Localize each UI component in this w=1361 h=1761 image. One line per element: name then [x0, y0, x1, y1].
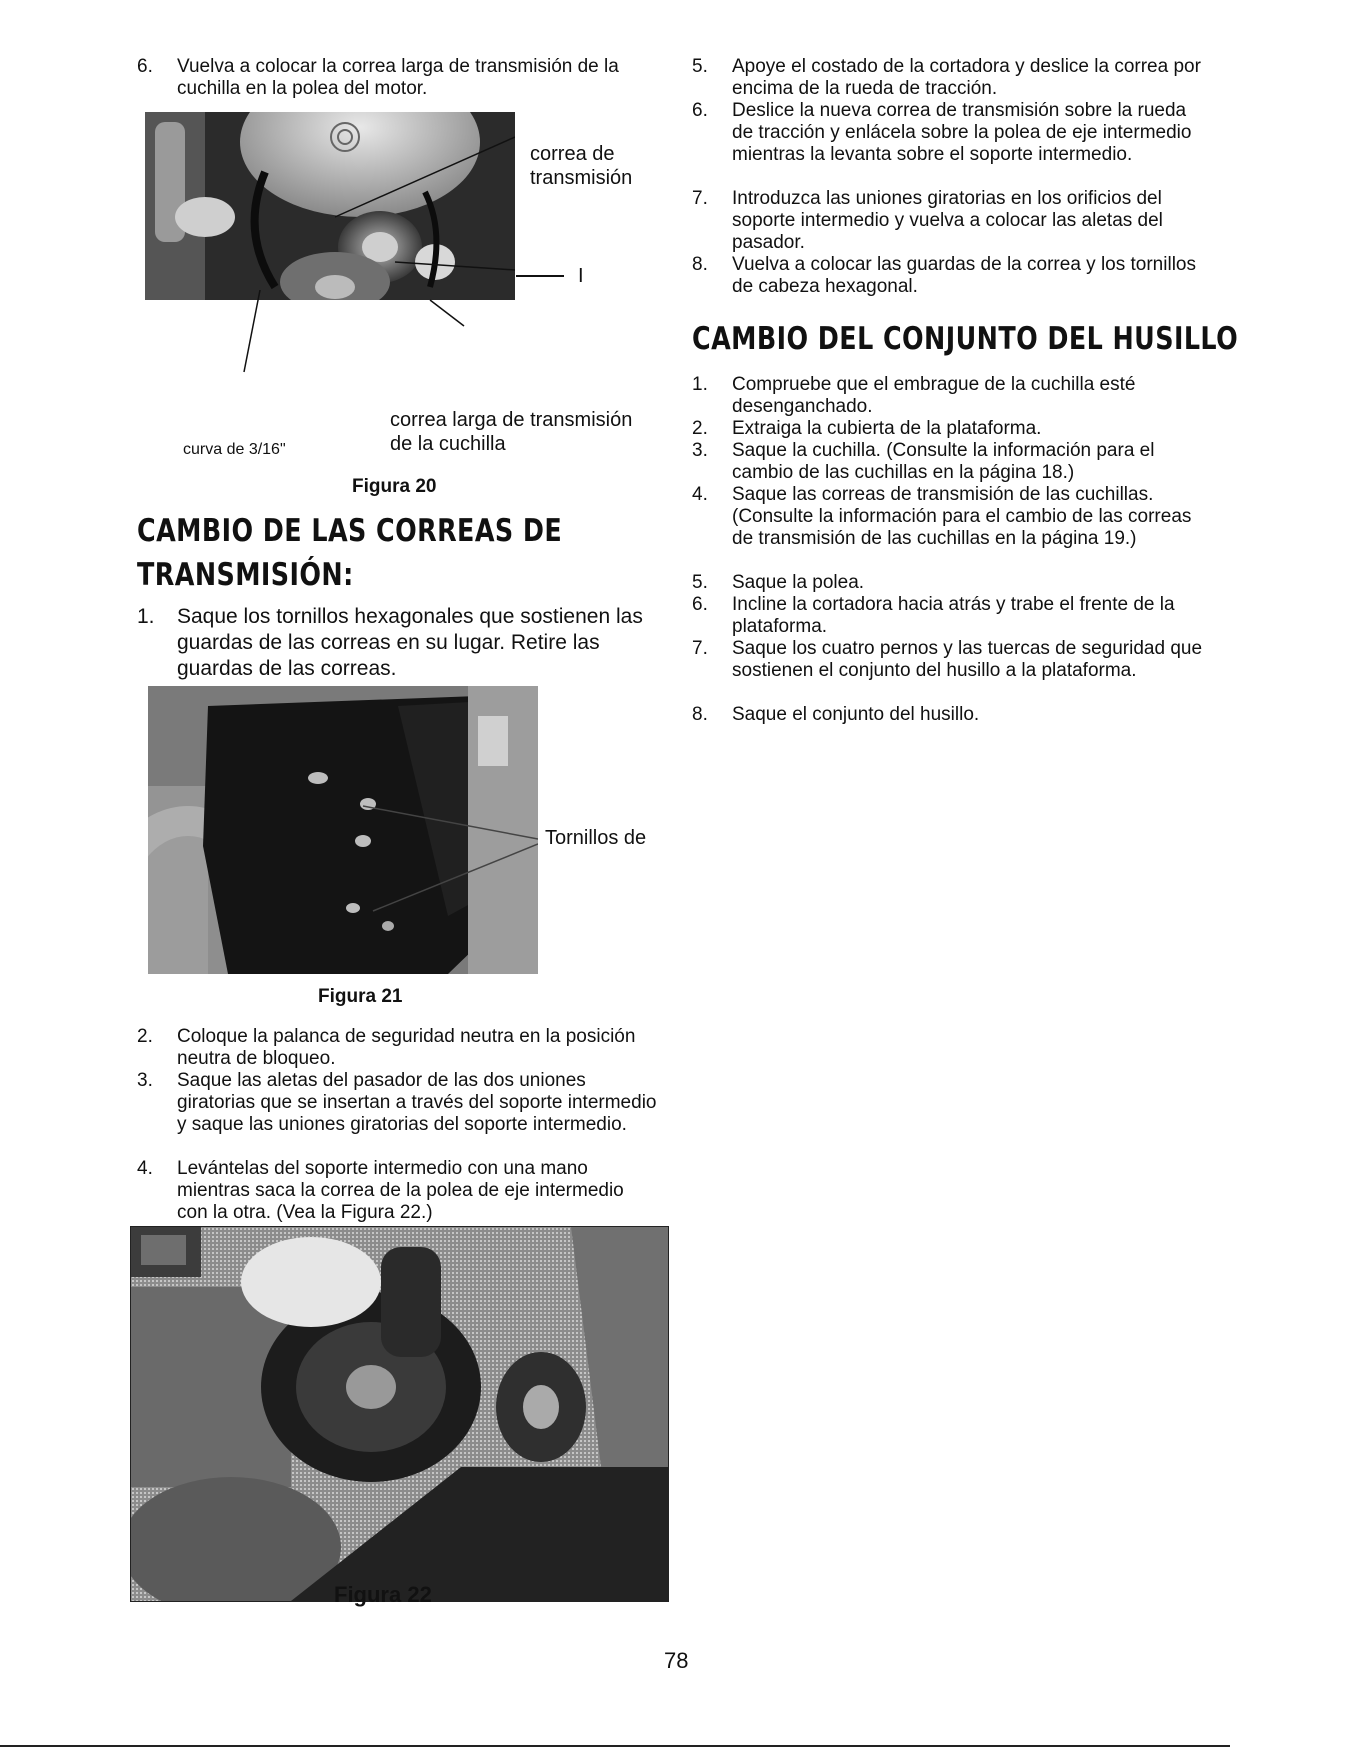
- step-text: Coloque la palanca de seguridad neutra en la posición neutra de bloqueo.: [177, 1026, 636, 1069]
- step-text: Saque la cuchilla. (Consulte la información para el cambio de las cuchillas en la página 18.): [732, 440, 1155, 483]
- callout-line: correa larga de transmisión: [390, 409, 633, 431]
- step-text: Incline la cortadora hacia atrás y trabe el frente de la plataforma.: [732, 594, 1175, 637]
- step-text: Saque las correas de transmisión de las cuchillas. (Consulte la información para el cambio de las correas de transmisión de las cuchillas en la página 19.): [732, 484, 1192, 549]
- step-text: Vuelva a colocar la correa larga de transmisión de la cuchilla en la polea del motor.: [177, 56, 619, 99]
- step-number: 2.: [137, 1026, 153, 1047]
- step-number: 2.: [692, 418, 708, 439]
- figure-22-caption: Figura 22: [334, 1582, 432, 1607]
- callout-long-belt: [390, 408, 632, 456]
- step-number: 6.: [137, 56, 153, 77]
- figure-20-caption: Figura 20: [352, 476, 437, 497]
- footer-rule: [0, 1745, 1230, 1747]
- figure-22-photo: [130, 1226, 669, 1602]
- callout-screws: Tornillos de: [545, 827, 647, 849]
- step-text: Levántelas del soporte intermedio con una mano mientras saca la correa de la polea de eje intermedio con la otra. (Vea la Figura 22.): [177, 1158, 624, 1223]
- step-number: 3.: [137, 1070, 153, 1091]
- step-number: 5.: [692, 56, 708, 77]
- step-number: 1.: [692, 374, 708, 395]
- step-text: Introduzca las uniones giratorias en los orificios del soporte intermedio y vuelva a colocar las aletas del pasador.: [732, 188, 1163, 253]
- callout-i-leader: [516, 275, 564, 277]
- callout-line: correa de: [530, 143, 615, 165]
- callout-curve: curva de 3/16": [183, 441, 286, 458]
- callout-i-label: I: [578, 265, 584, 287]
- step-text: Compruebe que el embrague de la cuchilla esté desenganchado.: [732, 374, 1136, 417]
- step-number: 7.: [692, 638, 708, 659]
- figure-21-caption: Figura 21: [318, 986, 403, 1007]
- step-text: Saque los tornillos hexagonales que sostienen las guardas de las correas en su lugar. Retire las guardas de las correas.: [177, 605, 643, 680]
- step-text: Deslice la nueva correa de transmisión sobre la rueda de tracción y enlácela sobre la polea de eje intermedio mientras la levanta sobre el soporte intermedio.: [732, 100, 1192, 165]
- step-number: 3.: [692, 440, 708, 461]
- step-number: 4.: [692, 484, 708, 505]
- step-number: 6.: [692, 100, 708, 121]
- step-text: Extraiga la cubierta de la plataforma.: [732, 418, 1042, 439]
- section-heading-spindle: CAMBIO DEL CONJUNTO DEL HUSILLO: [692, 321, 1239, 357]
- step-number: 1.: [137, 605, 155, 628]
- step-text: Saque la polea.: [732, 572, 865, 593]
- callout-line: de la cuchilla: [390, 433, 506, 455]
- step-number: 7.: [692, 188, 708, 209]
- step-text: Apoye el costado de la cortadora y deslice la correa por encima de la rueda de tracción.: [732, 56, 1201, 99]
- section-heading-belts-line1: CAMBIO DE LAS CORREAS DE: [137, 513, 563, 549]
- step-number: 6.: [692, 594, 708, 615]
- section-heading-belts-line2: TRANSMISIÓN:: [137, 557, 354, 593]
- callout-line: transmisión: [530, 167, 633, 189]
- step-text: Saque los cuatro pernos y las tuercas de seguridad que sostienen el conjunto del husillo a la plataforma.: [732, 638, 1203, 681]
- step-number: 8.: [692, 254, 708, 275]
- step-text: Saque las aletas del pasador de las dos uniones giratorias que se insertan a través del soporte intermedio y saque las uniones giratorias del soporte intermedio.: [177, 1070, 657, 1135]
- step-text: Vuelva a colocar las guardas de la correa y los tornillos de cabeza hexagonal.: [732, 254, 1196, 297]
- page-number: 78: [664, 1648, 689, 1673]
- figure-21-photo: [148, 686, 538, 974]
- figure-20-photo: [145, 112, 515, 300]
- step-number: 4.: [137, 1158, 153, 1179]
- step-text: Saque el conjunto del husillo.: [732, 704, 980, 725]
- callout-drive-belt: [530, 142, 632, 190]
- step-number: 5.: [692, 572, 708, 593]
- figure-20-leaders: [230, 290, 470, 380]
- step-number: 8.: [692, 704, 708, 725]
